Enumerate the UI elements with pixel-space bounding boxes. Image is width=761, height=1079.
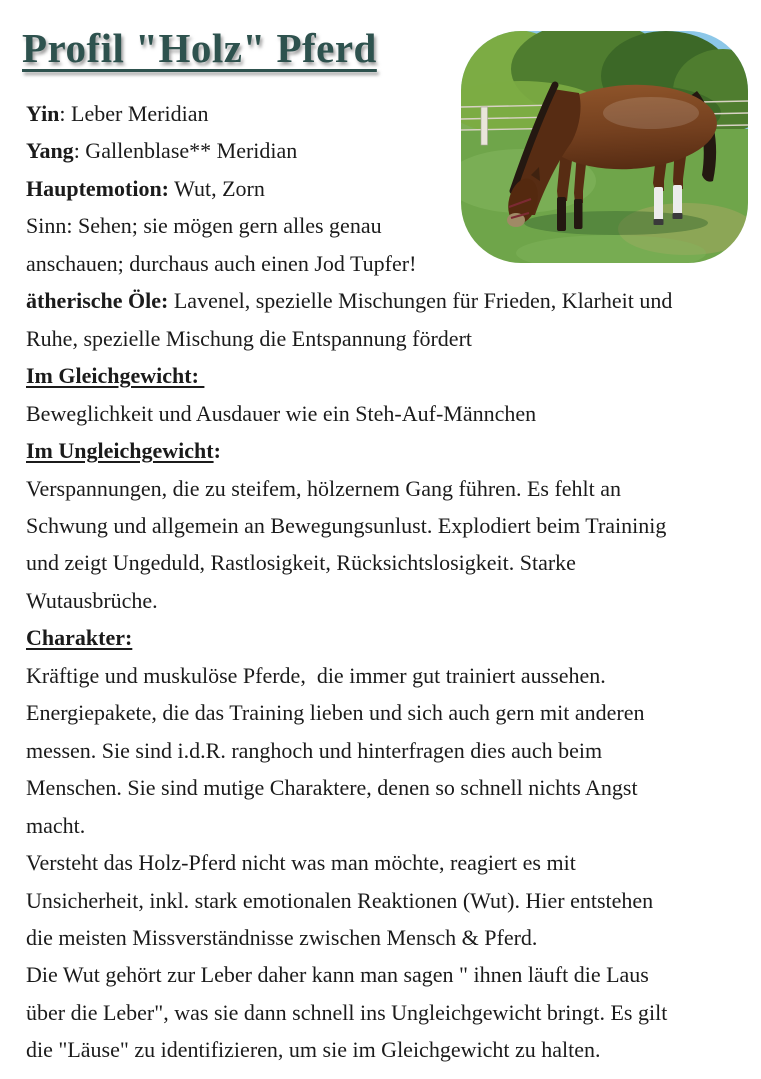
text-line xyxy=(26,1031,755,1068)
text-line xyxy=(26,132,755,169)
text-segment: Sinn: Sehen; sie mögen gern alles genau xyxy=(26,213,382,239)
document-body xyxy=(26,95,755,1069)
text-segment: Wut, Zorn xyxy=(169,175,265,201)
text-segment: Ruhe, spezielle Mischung die Entspannung fördert xyxy=(26,325,473,351)
text-line xyxy=(26,844,755,881)
text-line xyxy=(26,544,755,581)
text-segment: Energiepakete, die das Training lieben und sich auch gern mit anderen xyxy=(26,700,645,726)
text-segment: Schwung und allgemein an Bewegungsunlust. Explodiert beim Traininig xyxy=(26,512,667,538)
text-segment: messen. Sie sind i.d.R. ranghoch und hinterfragen dies auch beim xyxy=(26,737,603,763)
text-segment: ätherische Öle: xyxy=(26,288,169,314)
text-line xyxy=(26,657,755,694)
text-segment: Lavenel, spezielle Mischungen für Frieden, Klarheit und xyxy=(168,288,673,314)
text-segment: über die Leber", was sie dann schnell ins Ungleichgewicht bringt. Es gilt xyxy=(26,999,668,1025)
text-line xyxy=(26,919,755,956)
text-line xyxy=(26,694,755,731)
text-segment: die "Läuse" zu identifizieren, um sie im Gleichgewicht zu halten. xyxy=(26,1037,601,1063)
text-segment: Yang xyxy=(26,138,74,164)
text-segment: macht. xyxy=(26,812,86,838)
text-segment: Versteht das Holz-Pferd nicht was man möchte, reagiert es mit xyxy=(26,850,576,876)
text-segment: Menschen. Sie sind mutige Charaktere, denen so schnell nichts Angst xyxy=(26,775,638,801)
text-line xyxy=(26,882,755,919)
text-segment: : Gallenblase** Meridian xyxy=(73,138,298,164)
text-segment: die meisten Missverständnisse zwischen Mensch & Pferd. xyxy=(26,924,538,950)
text-segment: Im Gleichgewicht: xyxy=(26,363,205,389)
page-title: Profil "Holz" Pferd xyxy=(22,25,377,71)
text-line xyxy=(26,732,755,769)
text-line xyxy=(26,956,755,993)
text-segment: Im Ungleichgewicht xyxy=(26,438,214,464)
text-line xyxy=(26,245,755,282)
text-segment: anschauen; durchaus auch einen Jod Tupfer! xyxy=(26,250,417,276)
text-line xyxy=(26,357,755,394)
text-line xyxy=(26,282,755,319)
text-line xyxy=(26,619,755,656)
text-line xyxy=(26,95,755,132)
text-segment: Verspannungen, die zu steifem, hölzernem Gang führen. Es fehlt an xyxy=(26,475,622,501)
text-line xyxy=(26,470,755,507)
text-segment: Yin xyxy=(26,101,60,126)
text-segment: : Leber Meridian xyxy=(59,101,209,126)
text-line xyxy=(26,432,755,469)
text-segment: und zeigt Ungeduld, Rastlosigkeit, Rücksichtslosigkeit. Starke xyxy=(26,550,576,576)
text-line xyxy=(26,769,755,806)
text-line xyxy=(26,395,755,432)
text-line xyxy=(26,582,755,619)
text-segment: Beweglichkeit und Ausdauer wie ein Steh-Auf-Männchen xyxy=(26,400,537,426)
text-segment: Wutausbrüche. xyxy=(26,587,158,613)
text-segment: : xyxy=(213,438,221,464)
text-line xyxy=(26,320,755,357)
text-line xyxy=(26,507,755,544)
text-line xyxy=(26,207,755,244)
text-line xyxy=(26,807,755,844)
text-segment: Kräftige und muskulöse Pferde, die immer gut trainiert aussehen. xyxy=(26,662,606,688)
text-segment: Unsicherheit, inkl. stark emotionalen Reaktionen (Wut). Hier entstehen xyxy=(26,887,654,913)
text-segment: Die Wut gehört zur Leber daher kann man sagen " ihnen läuft die Laus xyxy=(26,962,649,988)
text-segment: Charakter: xyxy=(26,625,133,651)
text-segment: Hauptemotion: xyxy=(26,175,169,201)
text-line xyxy=(26,170,755,207)
text-line xyxy=(26,994,755,1031)
